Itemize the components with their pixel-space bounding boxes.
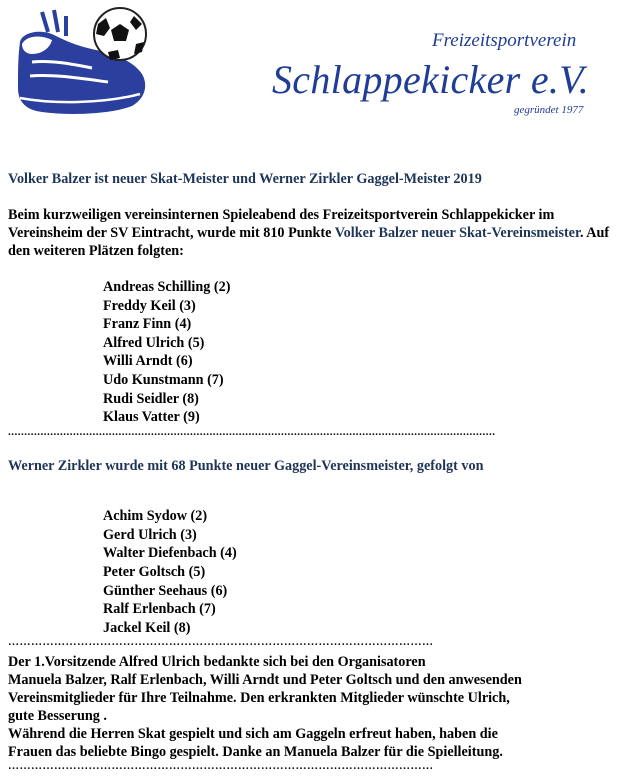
list-item: Walter Diefenbach (4) [103,545,237,562]
list-item: Achim Sydow (2) [103,508,208,525]
page-header [0,0,618,130]
list-item: Alfred Ulrich (5) [103,334,205,351]
list-item: Freddy Keil (3) [103,297,196,314]
org-subtitle: Freizeitsportverein [432,30,577,51]
closing-paragraph [8,653,612,761]
closing-line: Der 1.Vorsitzende Alfred Ulrich bedankte sich bei den Organisatoren [8,654,426,671]
list-item: Andreas Schilling (2) [103,279,231,295]
soccer-ball-boot-logo [12,2,152,122]
skat-intro [8,206,612,260]
list-item: Peter Goltsch (5) [103,563,206,580]
divider: ………………………………………………………………………………………………… [8,637,434,649]
closing-line: Frauen das beliebte Bingo gespielt. Danke an Manuela Balzer für die Spielleitung. [8,744,503,761]
divider: ...................................................................................................................................................... [8,426,496,438]
list-item: Udo Kunstmann (7) [103,371,224,388]
closing-line: gute Besserung . [8,708,107,725]
skat-intro-text: Beim kurzweiligen vereinsinternen Spieleabend des Freizeitsportverein Schlappekicker im Vereinsheim der SV Eintracht, wurde mit 810 Punkte [8,207,555,241]
list-item: Rudi Seidler (8) [103,390,199,407]
list-item: Ralf Erlenbach (7) [103,601,216,618]
list-item: Willi Arndt (6) [103,353,193,370]
article-headline: Volker Balzer ist neuer Skat-Meister und Werner Zirkler Gaggel-Meister 2019 [8,171,482,187]
list-item: Jackel Keil (8) [103,619,191,636]
org-founded: gegründet 1977 [514,104,584,116]
gaggel-places-list [8,507,612,637]
list-item: Franz Finn (4) [103,316,192,333]
list-item: Günther Seehaus (6) [103,582,228,599]
skat-intro-tail: . Auf den weiteren Plätzen folgten: [8,225,610,259]
list-item: Klaus Vatter (9) [103,409,200,426]
gaggel-intro: Werner Zirkler wurde mit 68 Punkte neuer Gaggel-Vereinsmeister, gefolgt von [8,457,484,474]
list-item: Gerd Ulrich (3) [103,526,197,543]
skat-places-list [8,278,612,427]
divider: ………………………………………………………………………………………………… [8,761,434,773]
closing-line: Manuela Balzer, Ralf Erlenbach, Willi Arndt und Peter Goltsch und den anwesenden [8,672,522,689]
closing-line: Während die Herren Skat gespielt und sich am Gaggeln erfreut haben, haben die [8,726,498,743]
skat-winner-highlight: Volker Balzer neuer Skat-Vereinsmeister [334,225,580,241]
org-name: Schlappekicker e.V. [272,57,590,102]
article [8,170,612,777]
closing-line: Vereinsmitglieder für Ihre Teilnahme. Den erkrankten Mitglieder wünschte Ulrich, [8,690,510,707]
